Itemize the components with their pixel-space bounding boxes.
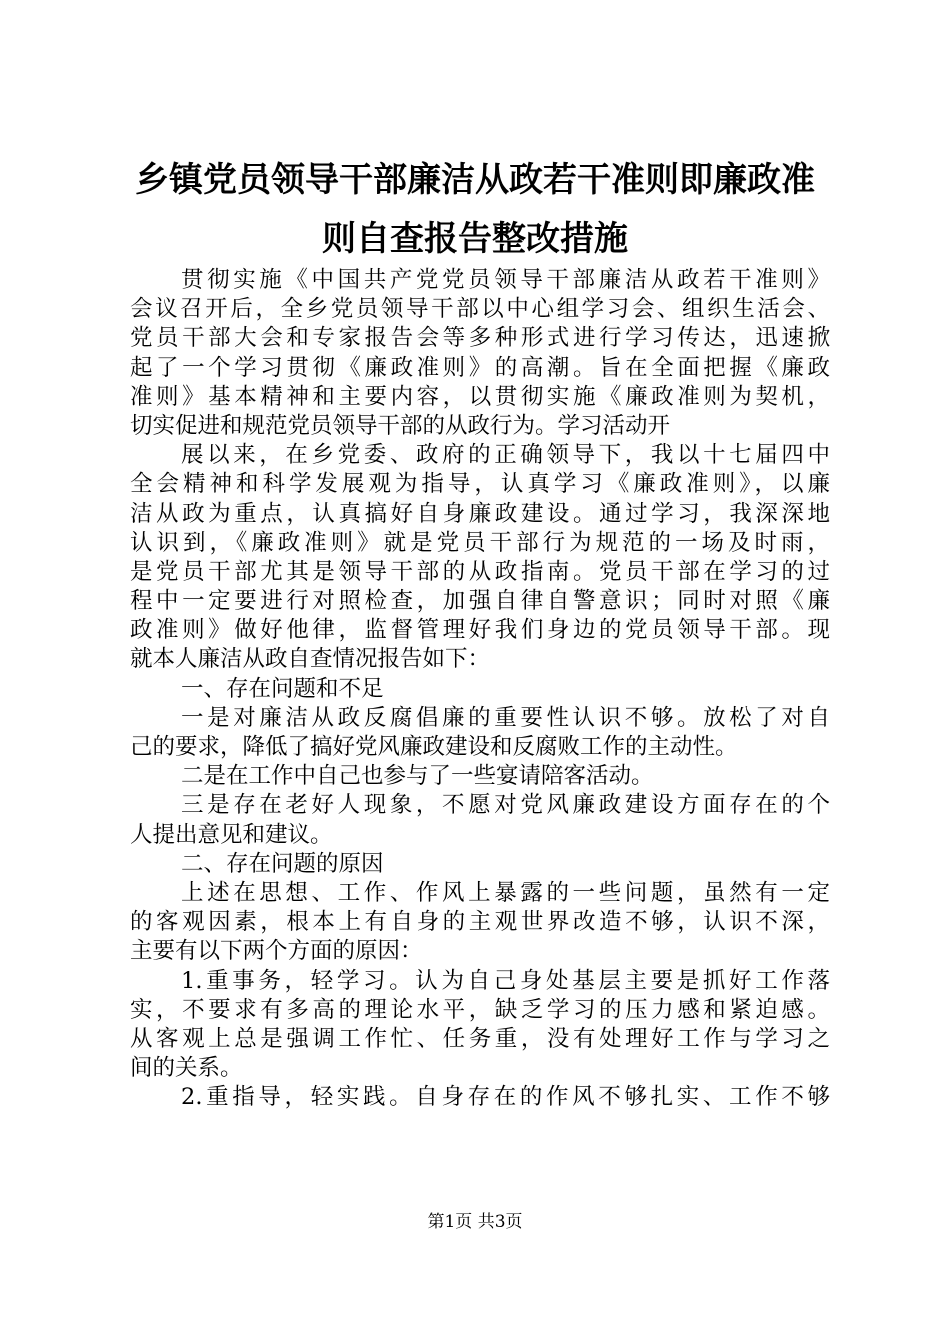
body-line: 起了一个学习贯彻《廉政准则》的高潮。旨在全面把握《廉政 <box>130 354 830 381</box>
body-line: 洁从政为重点，认真搞好自身廉政建设。通过学习，我深深地 <box>130 500 830 527</box>
body-line: 二是在工作中自己也参与了一些宴请陪客活动。 <box>181 763 654 790</box>
body-line: 就本人廉洁从政自查情况报告如下： <box>130 646 491 673</box>
body-line: 间的关系。 <box>130 1055 243 1082</box>
body-line: 政准则》做好他律，监督管理好我们身边的党员领导干部。现 <box>130 617 830 644</box>
body-line: 1.重事务，轻学习。认为自己身处基层主要是抓好工作落 <box>181 967 830 994</box>
body-line: 程中一定要进行对照检查，加强自律自警意识；同时对照《廉 <box>130 588 830 615</box>
body-line: 实，不要求有多高的理论水平，缺乏学习的压力感和紧迫感。 <box>130 996 830 1023</box>
body-line: 人提出意见和建议。 <box>130 821 333 848</box>
body-line: 己的要求，降低了搞好党风廉政建设和反腐败工作的主动性。 <box>130 734 738 760</box>
body-line: 主要有以下两个方面的原因： <box>130 938 423 965</box>
body-line: 是党员干部尤其是领导干部的从政指南。党员干部在学习的过 <box>130 558 830 585</box>
body-line: 的客观因素，根本上有自身的主观世界改造不够，认识不深， <box>130 909 830 936</box>
document-body <box>130 266 830 1112</box>
body-line: 全会精神和科学发展观为指导，认真学习《廉政准则》，以廉 <box>130 471 830 498</box>
body-line: 切实促进和规范党员领导干部的从政行为。学习活动开 <box>130 412 671 439</box>
body-line: 党员干部大会和专家报告会等多种形式进行学习传达，迅速掀 <box>130 325 830 352</box>
body-line: 会议召开后，全乡党员领导干部以中心组学习会、组织生活会、 <box>130 296 830 323</box>
body-line: 三是存在老好人现象，不愿对党风廉政建设方面存在的个 <box>181 792 830 819</box>
body-line: 准则》基本精神和主要内容，以贯彻实施《廉政准则为契机， <box>130 383 830 410</box>
body-line: 展以来，在乡党委、政府的正确领导下，我以十七届四中 <box>181 442 830 469</box>
document-title-line-2: 则自查报告整改措施 <box>322 219 628 259</box>
page-footer: 第1页 共3页 <box>427 1212 523 1232</box>
body-line: 从客观上总是强调工作忙、任务重，没有处理好工作与学习之 <box>130 1025 830 1052</box>
body-line: 2.重指导，轻实践。自身存在的作风不够扎实、工作不够 <box>181 1084 830 1111</box>
body-line: 一是对廉洁从政反腐倡廉的重要性认识不够。放松了对自 <box>181 704 830 731</box>
body-line: 贯彻实施《中国共产党党员领导干部廉洁从政若干准则》 <box>181 267 830 293</box>
document-title-line-1: 乡镇党员领导干部廉洁从政若干准则即廉政准 <box>135 160 815 200</box>
body-line: 认识到，《廉政准则》就是党员干部行为规范的一场及时雨， <box>130 529 830 556</box>
body-line: 一、存在问题和不足 <box>181 675 384 702</box>
body-line: 上述在思想、工作、作风上暴露的一些问题，虽然有一定 <box>181 879 830 906</box>
body-line: 二、存在问题的原因 <box>181 850 384 877</box>
